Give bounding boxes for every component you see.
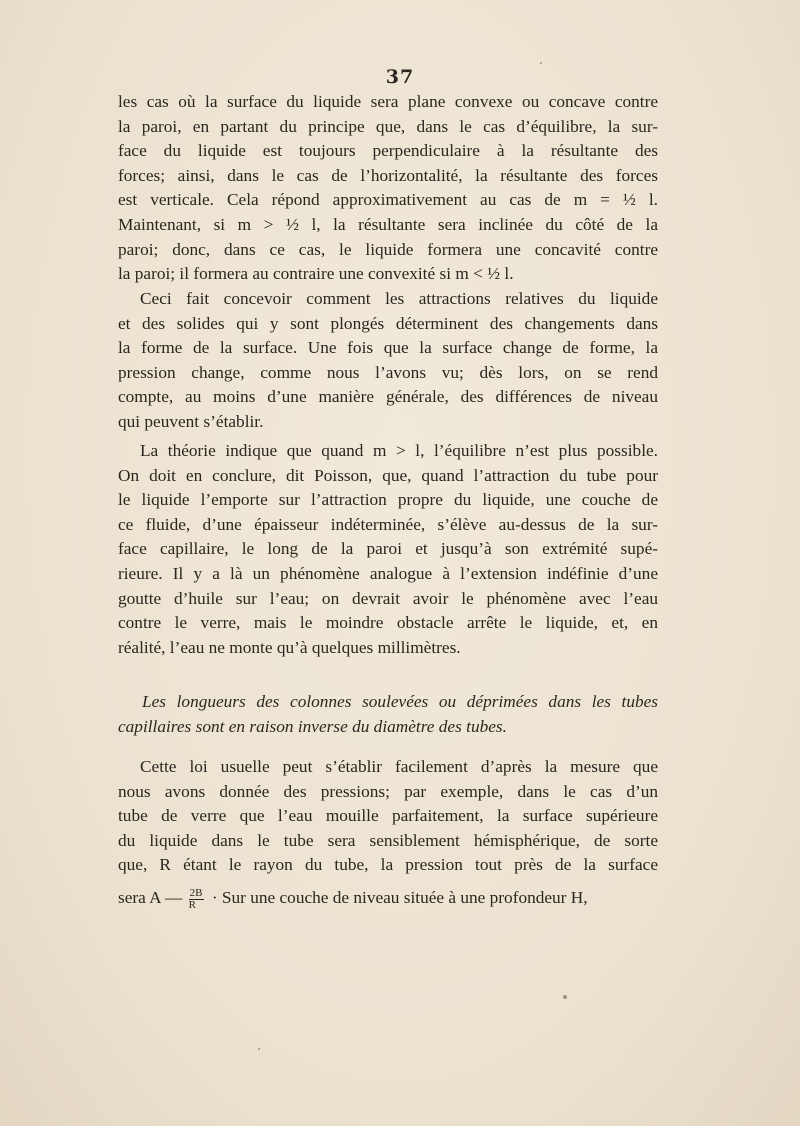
text-line: la paroi, en partant du principe que, dans le cas d’équilibre, la sur- (118, 116, 658, 136)
text-line: les cas où la surface du liquide sera plane convexe ou concave contre (118, 92, 658, 111)
paper-speck (258, 1048, 260, 1050)
text-line: nous avons donnée des pressions; par exemple, dans le cas d’un (118, 781, 658, 801)
formula-suffix: · Sur une couche de niveau située à une profondeur H, (211, 887, 588, 907)
text-line: forces; ainsi, dans le cas de l’horizontalité, la résultante des forces (118, 165, 658, 185)
paper-speck (563, 995, 567, 999)
text-line: face capillaire, le long de la paroi et jusqu’à son extrémité supé- (118, 539, 658, 559)
formula-line (118, 886, 658, 911)
heading-line: Les longueurs des colonnes soulevées ou déprimées dans les tubes (142, 692, 658, 711)
text-line: compte, au moins d’une manière générale, des différences de niveau (118, 387, 658, 407)
paragraph-4 (118, 755, 658, 911)
paragraph-3 (118, 439, 658, 660)
text-line: pression change, comme nous l’avons vu; dès lors, on se rend (118, 362, 658, 382)
text-line: rieure. Il y a là un phénomène analogue à l’extension indéfinie d’une (118, 563, 658, 583)
page-number: 37 (385, 66, 415, 88)
text-line: qui peuvent s’établir. (118, 411, 264, 431)
paper-speck (540, 62, 542, 64)
text-line: Maintenant, si m > ½ l, la résultante sera inclinée du côté de la (118, 214, 658, 234)
text-line: réalité, l’eau ne monte qu’à quelques millimètres. (118, 637, 461, 657)
text-line: goutte d’huile sur l’eau; on devrait avoir le phénomène avec l’eau (118, 588, 658, 608)
text-line: et des solides qui y sont plongés déterminent des changements dans (118, 313, 658, 333)
text-line: tube de verre que l’eau mouille parfaitement, la surface supérieure (118, 806, 658, 826)
text-line: le liquide l’emporte sur l’attraction propre du liquide, une couche de (118, 490, 658, 510)
text-line: paroi; donc, dans ce cas, le liquide formera une concavité contre (118, 239, 658, 259)
text-line: la paroi; il formera au contraire une convexité si m < ½ l. (118, 264, 514, 284)
heading-line: capillaires sont en raison inverse du diamètre des tubes. (118, 716, 507, 736)
fraction (189, 888, 204, 911)
fraction-denominator: R (188, 898, 196, 911)
formula-prefix: sera A — (118, 887, 183, 907)
text-line: face du liquide est toujours perpendiculaire à la résultante des (118, 141, 658, 161)
text-line: est verticale. Cela répond approximativement au cas de m = ½ l. (118, 190, 658, 210)
fraction-numerator: 2B (189, 886, 203, 899)
text-line: Ceci fait concevoir comment les attractions relatives du liquide (140, 289, 658, 308)
section-heading (118, 690, 658, 739)
text-line: Cette loi usuelle peut s’établir facilement d’après la mesure que (140, 757, 658, 776)
text-line: la forme de la surface. Une fois que la surface change de forme, la (118, 338, 658, 358)
paragraph-1 (118, 90, 658, 287)
text-line: La théorie indique que quand m > l, l’équilibre n’est plus possible. (140, 441, 658, 460)
text-line: On doit en conclure, dit Poisson, que, quand l’attraction du tube pour (118, 465, 658, 485)
paragraph-2 (118, 287, 658, 435)
text-line: du liquide dans le tube sera sensiblement hémisphérique, de sorte (118, 830, 658, 850)
text-line: que, R étant le rayon du tube, la pression tout près de la surface (118, 855, 658, 875)
text-line: contre le verre, mais le moindre obstacle arrête le liquide, et, en (118, 613, 658, 633)
text-line: ce fluide, d’une épaisseur indéterminée, s’élève au-dessus de la sur- (118, 514, 658, 534)
